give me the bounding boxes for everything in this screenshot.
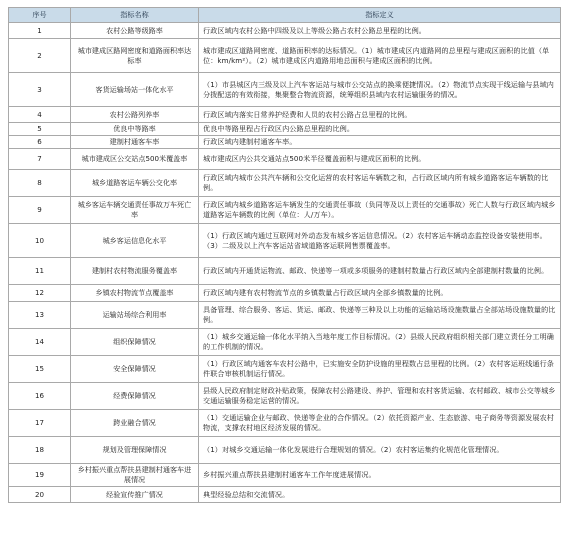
- indicator-definition: 行政区域内开通货运物流、邮政、快递等一项或多项服务的建制村数量占行政区域内全部建制村数量的比例。: [199, 258, 561, 285]
- indicator-definition: 行政区域内建有农村物流节点的乡镇数量占行政区域内全部乡镇数量的比例。: [199, 285, 561, 302]
- table-row: [9, 39, 561, 73]
- indicator-name: 优良中等路率: [71, 123, 199, 136]
- row-number: 1: [9, 23, 71, 39]
- indicator-name: 城市建成区路网密度和道路面积率达标率: [71, 39, 199, 73]
- indicator-name: 经验宣传推广情况: [71, 487, 199, 503]
- indicator-definition: （1）行政区域内通过互联网对外动态发布城乡客运信息情况。（2）农村客运车辆动态监控设备安装使用率。（3）二级及以上汽车客运站省域道路客运联网售票覆盖率。: [199, 224, 561, 258]
- indicator-definition: 乡村振兴重点帮扶县建制村通客车工作年度进展情况。: [199, 464, 561, 487]
- row-number: 20: [9, 487, 71, 503]
- indicator-definition: 行政区域内城市公共汽车辆和公交化运营的农村客运车辆数之和，占行政区域内所有城乡道路客运车辆数的比例。: [199, 170, 561, 197]
- indicator-name: 经费保障情况: [71, 383, 199, 410]
- indicator-table-container: [8, 7, 560, 503]
- table-row: [9, 356, 561, 383]
- table-row: [9, 197, 561, 224]
- row-number: 17: [9, 410, 71, 437]
- table-header: [9, 8, 561, 23]
- header-definition: 指标定义: [199, 8, 561, 23]
- row-number: 5: [9, 123, 71, 136]
- indicator-name: 运输站场综合利用率: [71, 302, 199, 329]
- row-number: 12: [9, 285, 71, 302]
- indicator-name: 跨业融合情况: [71, 410, 199, 437]
- row-number: 4: [9, 107, 71, 123]
- indicator-definition: （1）城乡交通运输一体化水平纳入当地年度工作目标情况。（2）县级人民政府组织相关部门建立责任分工明确的工作机制的情况。: [199, 329, 561, 356]
- indicator-name: 乡村振兴重点帮扶县建制村通客车进展情况: [71, 464, 199, 487]
- indicator-name: 城乡客运车辆交通责任事故万车死亡率: [71, 197, 199, 224]
- table-row: [9, 258, 561, 285]
- indicator-definition: 优良中等路里程占行政区内公路总里程的比例。: [199, 123, 561, 136]
- table-row: [9, 73, 561, 107]
- row-number: 11: [9, 258, 71, 285]
- indicator-definition: （1）行政区域内通客车农村公路中，已实施安全防护设施的里程数占总里程的比例。（2）农村客运班线通行条件联合审核机制运行情况。: [199, 356, 561, 383]
- indicator-name: 农村公路列养率: [71, 107, 199, 123]
- table-row: [9, 149, 561, 170]
- table-row: [9, 487, 561, 503]
- table-row: [9, 383, 561, 410]
- row-number: 7: [9, 149, 71, 170]
- indicator-definition: 行政区域内落实日常养护经费和人员的农村公路占总里程的比例。: [199, 107, 561, 123]
- indicator-definition: 行政区域内农村公路中四级及以上等级公路占农村公路总里程的比例。: [199, 23, 561, 39]
- row-number: 6: [9, 136, 71, 149]
- indicator-name: 组织保障情况: [71, 329, 199, 356]
- row-number: 14: [9, 329, 71, 356]
- row-number: 2: [9, 39, 71, 73]
- row-number: 8: [9, 170, 71, 197]
- indicator-definition: 行政区域内建制村通客车率。: [199, 136, 561, 149]
- table-row: [9, 23, 561, 39]
- table-row: [9, 136, 561, 149]
- indicator-definition: （1）市县城区内三级及以上汽车客运站与城市公交站点的换乘便捷情况。（2）物流节点实现干线运输与县域内分拨配送的有效衔接，集聚整合物流资源，统筹组织县域内农村运输服务的情况。: [199, 73, 561, 107]
- indicator-name: 城市建成区公交站点500米覆盖率: [71, 149, 199, 170]
- indicator-name: 安全保障情况: [71, 356, 199, 383]
- table-row: [9, 123, 561, 136]
- row-number: 19: [9, 464, 71, 487]
- indicator-name: 客货运输场站一体化水平: [71, 73, 199, 107]
- indicator-definition: 典型经验总结和交流情况。: [199, 487, 561, 503]
- indicator-name: 建制村通客车率: [71, 136, 199, 149]
- header-no: 序号: [9, 8, 71, 23]
- indicator-definition: （1）对城乡交通运输一体化发展进行合理规划的情况。（2）农村客运集约化规范化管理情况。: [199, 437, 561, 464]
- row-number: 13: [9, 302, 71, 329]
- row-number: 16: [9, 383, 71, 410]
- indicator-name: 城乡客运信息化水平: [71, 224, 199, 258]
- indicator-table: [8, 7, 561, 503]
- table-row: [9, 285, 561, 302]
- row-number: 9: [9, 197, 71, 224]
- row-number: 15: [9, 356, 71, 383]
- table-row: [9, 437, 561, 464]
- indicator-definition: 城市建成区内公共交通站点500米半径覆盖面积与建成区面积的比例。: [199, 149, 561, 170]
- indicator-definition: 行政区域内城乡道路客运车辆发生的交通责任事故（负同等及以上责任的交通事故）死亡人数与行政区域内城乡道路客运车辆数的比例（单位：人/万车）。: [199, 197, 561, 224]
- indicator-name: 规划及管理保障情况: [71, 437, 199, 464]
- table-row: [9, 329, 561, 356]
- table-row: [9, 107, 561, 123]
- indicator-name: 农村公路等级路率: [71, 23, 199, 39]
- table-row: [9, 224, 561, 258]
- row-number: 18: [9, 437, 71, 464]
- indicator-definition: （1）交通运输企业与邮政、快递等企业的合作情况。（2）依托资源产业、生态旅游、电子商务等资源发展农村物流，支撑农村地区经济发展的情况。: [199, 410, 561, 437]
- table-body: [9, 23, 561, 503]
- header-row: [9, 8, 561, 23]
- indicator-definition: 城市建成区道路网密度、道路面积率的达标情况。（1）城市建成区内道路网的总里程与建成区面积的比值（单位：km/km²）。（2）城市建成区内道路用地总面积与建成区面积的比例。: [199, 39, 561, 73]
- indicator-name: 城乡道路客运车辆公交化率: [71, 170, 199, 197]
- indicator-definition: 县级人民政府制定财政补贴政策，保障农村公路建设、养护、管理和农村客货运输、农村邮政、城市公交等城乡交通运输服务稳定运营的情况。: [199, 383, 561, 410]
- table-row: [9, 464, 561, 487]
- indicator-name: 建制村农村物流服务覆盖率: [71, 258, 199, 285]
- indicator-name: 乡镇农村物流节点覆盖率: [71, 285, 199, 302]
- table-row: [9, 410, 561, 437]
- row-number: 10: [9, 224, 71, 258]
- header-name: 指标名称: [71, 8, 199, 23]
- indicator-definition: 具备管理、综合服务、客运、货运、邮政、快递等三种及以上功能的运输站场设施数量占全部站场设施数量的比例。: [199, 302, 561, 329]
- row-number: 3: [9, 73, 71, 107]
- table-row: [9, 170, 561, 197]
- table-row: [9, 302, 561, 329]
